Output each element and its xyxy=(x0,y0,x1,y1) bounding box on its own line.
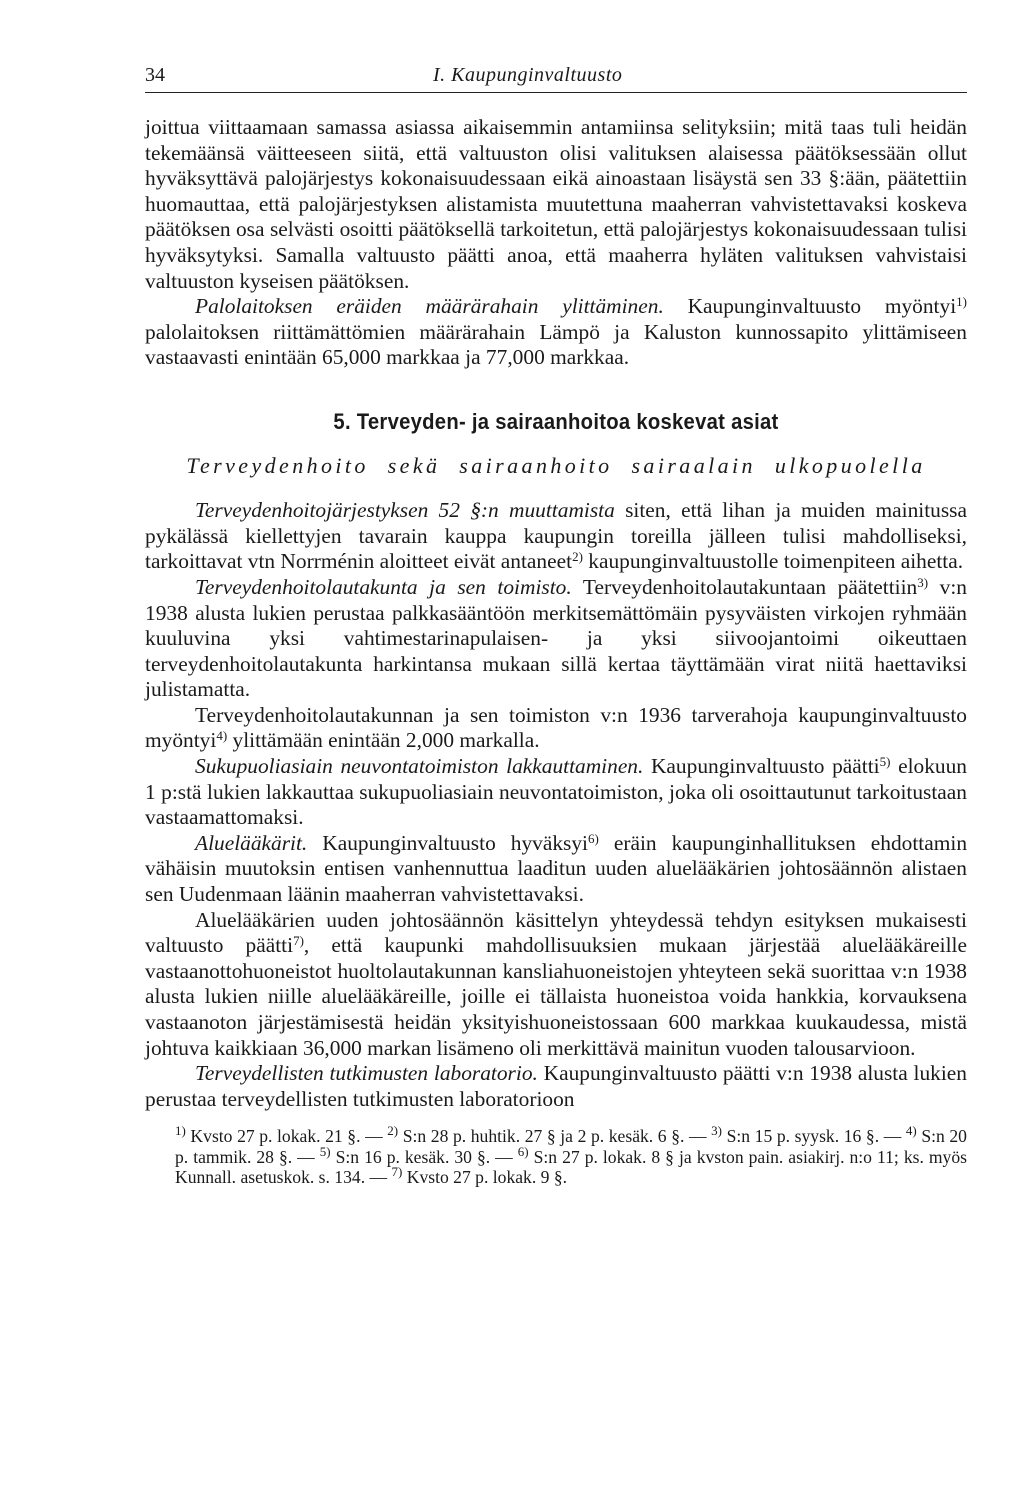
paragraph-johtosaanto xyxy=(145,908,967,1062)
paragraph-title: Terveydenhoitojärjestyksen 52 §:n muuttamista xyxy=(195,498,615,523)
footnote-ref: 5) xyxy=(879,754,891,770)
paragraph-tarverahat xyxy=(145,703,967,754)
footnote-marker: 1) xyxy=(175,1123,186,1139)
running-title: I. Kaupunginvaltuusto xyxy=(433,64,623,86)
footnote-block xyxy=(175,1123,967,1188)
footnote-text: Kvsto 27 p. lokak. 21 §. — xyxy=(185,1126,388,1147)
paragraph-title: Terveydellisten tutkimusten laboratorio. xyxy=(195,1061,538,1086)
paragraph-aluelaakarit xyxy=(145,831,967,908)
footnote-ref: 2) xyxy=(572,549,583,565)
paragraph-neuvontatoimisto xyxy=(145,754,967,831)
footnote-marker: 6) xyxy=(517,1143,529,1159)
paragraph-title: Aluelääkärit. xyxy=(195,830,308,855)
paragraph-text: elokuun 1 p:stä lukien lakkauttaa sukupuoliasiain neuvontatoimiston, joka oli osoittautunut tarkoitustaan vastaamattomaksi. xyxy=(145,754,967,830)
footnote-text: S:n 15 p. syysk. 16 §. — xyxy=(722,1126,906,1147)
footnote-marker: 7) xyxy=(391,1164,403,1180)
footnote-marker: 5) xyxy=(319,1143,331,1159)
footnote-ref: 7) xyxy=(293,933,304,949)
page xyxy=(145,58,967,1188)
paragraph-title: Sukupuoliasiain neuvontatoimiston lakkauttaminen. xyxy=(195,754,644,779)
footnote-text: Kvsto 27 p. lokak. 9 §. xyxy=(402,1167,568,1188)
footnote-ref: 1) xyxy=(956,294,967,310)
footnote-ref: 4) xyxy=(216,728,228,744)
intro-paragraph: joittua viittaamaan samassa asiassa aikaisemmin antamiinsa selityksiin; mitä taas tuli heidän tekemäänsä väitteeseen siitä, että valtuuston olisi valituksen alaisessa päätöksessään ollut hyväksyttävä palojärjestys kokonaisuudessaan eikä ainoastaan lisäystä sen 33 §:ään, päätettiin huomauttaa, että palojärjestyksen alistamista muutettuna maaherran vahvistettavaksi koskeva päätöksen osa selvästi osoitti päätöksellä tarkoitetun, että palojärjestys kokonaisuudessaan tulisi hyväksytyksi. Samalla valtuusto päätti anoa, että maaherra hyläten valituksen vahvistaisi valtuuston kyseisen päätöksen. xyxy=(145,115,967,293)
paragraph-text: Terveydenhoitolautakunnan ja sen toimiston v:n 1936 tarverahoja kaupunginvaltuusto myöntyi xyxy=(145,702,967,753)
footnote-marker: 2) xyxy=(387,1123,399,1139)
paragraph-laboratorio xyxy=(145,1061,967,1112)
footnote-ref: 3) xyxy=(917,574,929,590)
paragraph-text: Kaupunginvaltuusto päätti v:n 1938 alusta lukien perustaa terveydellisten tutkimusten laboratorioon xyxy=(145,1061,967,1111)
paragraph-text: v:n 1938 alusta lukien perustaa palkkasääntöön merkitsemättömäin pysyväisten virkojen ryhmään kuuluvina yksi vahtimestarinapulaisen- ja yksi siivoojantoimi oikeuttaen terveydenhoitolautakunta harkintansa mukaan sillä kertaa täyttämään virat niitä haettaviksi julistamatta. xyxy=(145,574,967,702)
body-text xyxy=(145,115,967,1112)
footnote-marker: 4) xyxy=(905,1123,917,1139)
paragraph-text: siten, että lihan ja muiden mainitussa pykälässä kiellettyjen tavarain kauppa kaupungin toreilla jälleen tulisi mahdolliseksi, tarkoittavat vtn Norrménin aloitteet eivät antaneet xyxy=(145,498,967,574)
paragraph-title: Palolaitoksen eräiden määrärahain ylittäminen. xyxy=(195,294,664,319)
running-head xyxy=(145,58,967,93)
paragraph-text: eräin kaupunginhallituksen ehdottamin vähäisin muutoksin entisen vanhennuttua laaditun uuden aluelääkärien johtosäännön alistaen sen Uudenmaan läänin maaherran vahvistettavaksi. xyxy=(145,830,968,907)
paragraph-title: Terveydenhoitolautakunta ja sen toimisto. xyxy=(195,574,572,599)
paragraph-text: kaupunginvaltuustolle toimenpiteen aihetta. xyxy=(582,549,964,574)
footnote-ref: 6) xyxy=(588,830,599,846)
footnote-text: S:n 20 p. tammik. 28 §. — xyxy=(175,1126,967,1167)
paragraph-terveydenhoitojarjestys xyxy=(145,498,967,575)
footnote-text: S:n 16 p. kesäk. 30 §. — xyxy=(330,1146,518,1167)
paragraph-lautakunta xyxy=(145,575,967,703)
footnotes xyxy=(175,1123,967,1188)
paragraph-palolaitos xyxy=(145,294,967,371)
section-heading: 5. Terveyden- ja sairaanhoitoa koskevat asiat xyxy=(333,408,779,434)
subsection-heading: Terveydenhoito sekä sairaanhoito sairaalain ulkopuolella xyxy=(186,452,926,478)
page-number: 34 xyxy=(145,64,165,86)
footnote-marker: 3) xyxy=(711,1123,723,1139)
footnote-text: S:n 28 p. huhtik. 27 § ja 2 p. kesäk. 6 §. — xyxy=(398,1126,712,1147)
paragraph-text: palolaitoksen riittämättömien määrärahain Lämpö ja Kaluston kunnossapito ylittämiseen vastaavasti enintään 65,000 markkaa ja 77,000 markkaa. xyxy=(145,319,967,370)
paragraph-text: Aluelääkärien uuden johtosäännön käsittelyn yhteydessä tehdyn esityksen mukaisesti valtuusto päätti xyxy=(145,907,967,958)
paragraph-text: , että kaupunki mahdollisuuksien mukaan järjestää aluelääkäreille vastaanottohuoneistot huoltolautakunnan kansliahuoneistojen yhteyteen sekä suorittaa v:n 1938 alusta lukien niille aluelääkäreille, joille ei tällaista huoneistoa voida hankkia, korvauksena vastaanoton järjestämisestä heidän yksityishuoneistossaan 600 markkaa kuukaudessa, mistä johtuva kaikkiaan 36,000 markan lisämeno oli merkittävä mainitun vuoden talousarvioon. xyxy=(145,933,967,1060)
paragraph-text: Kaupunginvaltuusto päätti xyxy=(643,754,880,779)
paragraph-text: Kaupunginvaltuusto hyväksyi xyxy=(307,830,589,855)
paragraph-text: ylittämään enintään 2,000 markalla. xyxy=(227,728,540,753)
footnote-text: S:n 27 p. lokak. 8 § ja kvston pain. asiakirj. n:o 11; ks. myös Kunnall. asetuskok. s. 134. — xyxy=(175,1146,967,1188)
paragraph-text: Terveydenhoitolautakuntaan päätettiin xyxy=(571,574,918,599)
paragraph-text: Kaupunginvaltuusto myöntyi xyxy=(663,294,957,319)
